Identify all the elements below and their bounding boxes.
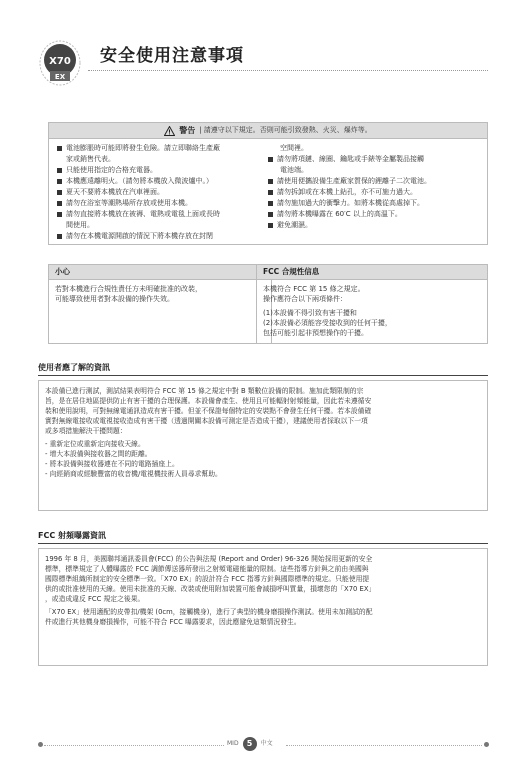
- footer-line-left: [44, 745, 224, 746]
- warning-item-text: 請勿施加過大的衝擊力。如將本機從高處掉下。: [277, 198, 424, 207]
- title-divider: [88, 70, 488, 71]
- rf-exposure-line: 1996 年 8 月，美國聯邦通訊委員會(FCC) 的公告與法規 (Report and Order) 96-326 開始採用更新的安全: [45, 555, 373, 563]
- warning-intro: | 請遵守以下規定。否則可能引致發熱、火災、爆炸等。: [199, 125, 372, 134]
- user-info-line: 裝和使用說明，可對無線電通訊造成有害干擾。但並不保證每個特定的安裝點不會發生任何干擾。若本設備確: [45, 407, 372, 416]
- rf-exposure-box: [38, 548, 488, 666]
- warning-left-column: [57, 144, 268, 242]
- rf-exposure-paragraph: [45, 607, 481, 627]
- footer-page-marker: [227, 737, 273, 751]
- page-title: 安全使用注意事項: [100, 46, 244, 66]
- user-info-measures: [45, 439, 481, 479]
- warning-item-text: 請勿直接將本機放在被褥、電熱或電毯上面或長時: [66, 209, 220, 218]
- bullet-square-icon: [268, 179, 273, 184]
- warning-item-continuation: 空間裡。: [280, 144, 308, 152]
- user-info-title: 使用者應了解的資訊: [38, 363, 110, 372]
- warning-item-text: 請勿在本機電源開啟的情況下將本機存放在封閉: [66, 231, 213, 240]
- footer-dot-right: [484, 742, 489, 747]
- bullet-square-icon: [268, 157, 273, 162]
- bullet-square-icon: [57, 146, 62, 151]
- warning-right-column: [268, 144, 479, 242]
- user-info-paragraph: [45, 386, 481, 436]
- badge-suffix: EX: [54, 73, 66, 81]
- warning-item: [57, 232, 268, 242]
- fcc-compliance-title: FCC 合規性信息: [257, 265, 487, 280]
- fcc-compliance-box: [256, 264, 488, 344]
- warning-item: [57, 199, 268, 209]
- warning-item-continuation: 電池端。: [280, 165, 308, 174]
- warning-item-text: 請勿將項鏈、線圈、鑰匙或手錶等金屬製品接觸: [277, 154, 424, 163]
- warning-item: [57, 144, 268, 154]
- warning-item: [57, 177, 268, 187]
- warning-item: [268, 155, 479, 165]
- fcc-compliance-line: (2)本設備必須能容受接收到的任何干擾，: [263, 318, 392, 327]
- warning-item: [57, 166, 268, 176]
- bullet-square-icon: [57, 201, 62, 206]
- caution-line: 若對本機進行合規性責任方未明確批准的改裝，: [55, 285, 202, 293]
- rf-exposure-line: 「X70 EX」使用適配的皮帶扣/機架 (0cm，接觸機身)，進行了典型的機身磨損操作測試。使用未加測試的配: [45, 608, 373, 617]
- user-info-box: [38, 380, 488, 511]
- warning-box: [48, 122, 488, 245]
- bullet-square-icon: [57, 190, 62, 195]
- bullet-square-icon: [268, 223, 273, 228]
- user-info-line: 或多項措施解決干擾問題：: [45, 427, 127, 436]
- warning-item-text: 請勿拆卸或在本機上鉆孔，亦不可施力過大。: [277, 187, 417, 196]
- rf-exposure-line: 供的或批准使用的天線。使用未批准的天線、改裝或使用附加裝置可能會減損呼叫質量，損壞您的「X70 EX」: [45, 585, 376, 594]
- warning-item-continuation: 間使用。: [66, 220, 94, 229]
- user-info-line: 旨，是在居住地區提供防止有害干擾的合理保護。本設備會產生、使用且可能輻射射頻能量，因此若未遵循安: [45, 397, 372, 406]
- warning-header: [49, 123, 487, 139]
- warning-item-text: 請勿在浴室等潮熱場所存放或使用本機。: [66, 198, 192, 207]
- fcc-compliance-line: (1)本設備不得引致有害干擾和: [263, 308, 357, 317]
- bullet-square-icon: [268, 201, 273, 206]
- user-info-measure: - 將本設備與接收器連在不同的電路插座上。: [45, 460, 179, 469]
- caution-box: [48, 264, 272, 344]
- page-number: 5: [243, 737, 257, 751]
- user-info-measure: - 向經銷商或經驗豐富的收音機/電視機技術人員尋求幫助。: [45, 470, 222, 479]
- rf-exposure-line: ，或造成違反 FCC 規定之後果。: [45, 595, 145, 604]
- footer-dot-left: [38, 742, 43, 747]
- rf-exposure-paragraph: [45, 554, 481, 604]
- fcc-compliance-line: 本機符合 FCC 第 15 條之規定。: [263, 285, 365, 293]
- warning-item: [268, 221, 479, 231]
- warning-item: [268, 188, 479, 198]
- warning-item-text: 本機應遠離明火。（請勿將本機放入微波爐中。）: [66, 176, 213, 185]
- fcc-compliance-line: 操作應符合以下兩項條件：: [263, 294, 347, 303]
- warning-item-text: 電池膨脹時可能即將發生危險。請立即聯絡生產廠: [66, 144, 220, 152]
- warning-item-text: 避免潮濕。: [277, 220, 312, 229]
- badge-model: X70: [49, 56, 71, 67]
- warning-label: 警告: [179, 125, 196, 135]
- bullet-square-icon: [57, 168, 62, 173]
- warning-item-continuation: 家或銷售代表。: [66, 154, 115, 163]
- bullet-square-icon: [57, 234, 62, 239]
- rf-exposure-line: 標準，標準規定了人體曝露於 FCC 調節傳送器所發出之射頻電磁能量的限制。這些指導方針與之前由美國與: [45, 565, 369, 574]
- rf-exposure-title: FCC 射頻曝露資訊: [38, 531, 106, 540]
- user-info-divider: [38, 375, 488, 376]
- rf-exposure-line: 件或進行其他機身磨損操作，可能不符合 FCC 曝露要求，因此應避免這類情況發生。: [45, 618, 301, 627]
- user-info-measure: - 重新定位或重新定向接收天線。: [45, 440, 145, 449]
- rf-exposure-divider: [38, 543, 488, 544]
- warning-item: [268, 177, 479, 187]
- warning-item: [57, 188, 268, 198]
- footer-left-label: MID: [227, 739, 239, 747]
- warning-item-text: 夏天不要將本機放在汽車裡面。: [66, 187, 164, 196]
- fcc-compliance-line: 包括可能引起非預想操作的干擾。: [263, 328, 368, 337]
- caution-line: 可能導致使用者對本設備的操作失效。: [55, 294, 174, 303]
- warning-item-text: 請使用便攜設備生產廠家質保的鋰離子二次電池。: [277, 176, 431, 185]
- warning-item: [57, 210, 268, 220]
- footer-right-label: 中文: [260, 739, 273, 747]
- warning-item-text: 請勿將本機曝露在 60′C 以上的高溫下。: [277, 209, 402, 218]
- user-info-line: 本設備已進行測試，測試結果表明符合 FCC 第 15 條之規定中對 B 類數位設備的限制。施加此類限制的宗: [45, 387, 364, 395]
- warning-item: [268, 199, 479, 209]
- bullet-square-icon: [57, 179, 62, 184]
- bullet-square-icon: [268, 212, 273, 217]
- user-info-line: 實對無線電接收或電視接收造成有害干擾（透過開關本設備可測定是否造成干擾），建議使用者採取以下一項: [45, 417, 368, 426]
- caution-title: 小心: [49, 265, 271, 280]
- rf-exposure-line: 國際標準組織所制定的安全標準一致。「X70 EX」的設計符合 FCC 指導方針與國際標準的規定。只能使用提: [45, 575, 370, 584]
- bullet-square-icon: [57, 212, 62, 217]
- x70-ex-badge: [38, 38, 84, 88]
- footer-line-right: [286, 745, 482, 746]
- warning-item-text: 只能使用指定的合格充電器。: [66, 165, 157, 174]
- warning-item: [268, 210, 479, 220]
- user-info-measure: - 增大本設備與接收器之間的距離。: [45, 450, 152, 459]
- bullet-square-icon: [268, 190, 273, 195]
- warning-triangle-icon: [164, 126, 175, 136]
